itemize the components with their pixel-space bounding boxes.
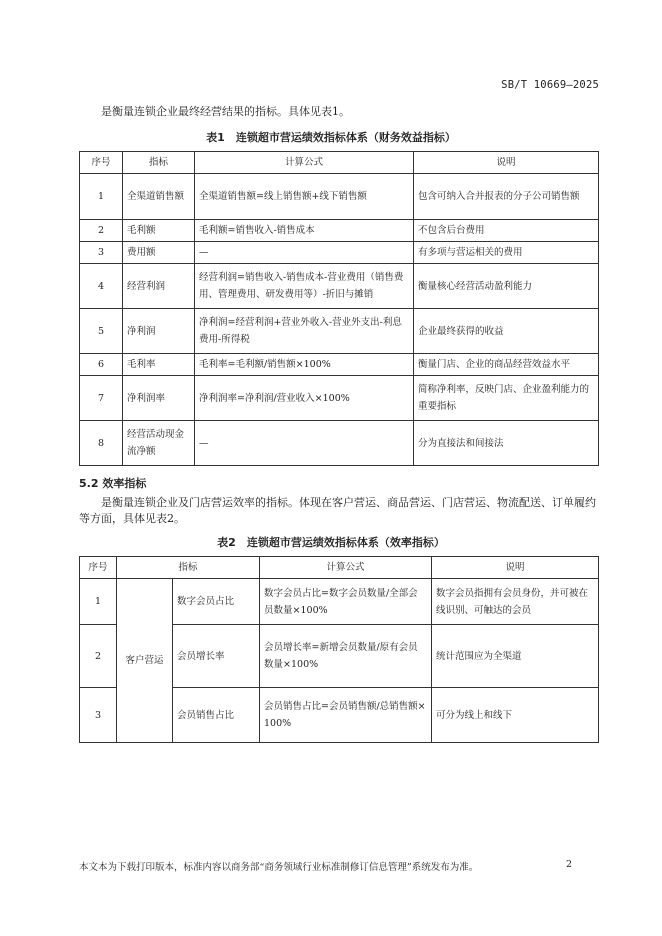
formula: 数字会员占比=数字会员数量/全部会员数量×100%	[260, 579, 432, 625]
row-number: 3	[80, 242, 123, 264]
row-number: 5	[80, 309, 123, 354]
table2-header-cell: 指标	[117, 557, 260, 579]
section-title: 5.2 效率指标	[79, 477, 147, 490]
description: 统计范围应为全渠道	[432, 625, 599, 688]
table1-row	[80, 174, 599, 220]
description: 有多项与营运相关的费用	[414, 242, 599, 264]
standard-code: SB/T 10669—2025	[501, 79, 599, 91]
description: 包含可纳入合并报表的分子公司销售额	[414, 174, 599, 220]
indicator-name: 经营利润	[123, 264, 195, 309]
description: 数字会员指拥有会员身份，并可被在线识别、可触达的会员	[432, 579, 599, 625]
description: 不包含后台费用	[414, 220, 599, 242]
table1-header-cell: 说明	[414, 152, 599, 174]
row-number: 4	[80, 264, 123, 309]
description: 简称净利率，反映门店、企业盈利能力的重要指标	[414, 376, 599, 421]
indicator-name: 全渠道销售额	[123, 174, 195, 220]
table2-header-cell: 序号	[80, 557, 117, 579]
formula: —	[195, 421, 414, 466]
formula: 会员增长率=新增会员数量/原有会员数量×100%	[260, 625, 432, 688]
table1-row	[80, 242, 599, 264]
description: 企业最终获得的收益	[414, 309, 599, 354]
table1-row	[80, 220, 599, 242]
table1-row	[80, 309, 599, 354]
formula: —	[195, 242, 414, 264]
formula: 全渠道销售额=线上销售额+线下销售额	[195, 174, 414, 220]
description: 可分为线上和线下	[432, 688, 599, 743]
table2-caption: 表2 连锁超市营运绩效指标体系（效率指标）	[217, 536, 445, 549]
indicator-name: 净利润率	[123, 376, 195, 421]
description: 分为直接法和间接法	[414, 421, 599, 466]
formula: 经营利润=销售收入-销售成本-营业费用（销售费用、管理费用、研发费用等）-折旧与摊销	[195, 264, 414, 309]
table1-row	[80, 264, 599, 309]
indicator-name: 会员销售占比	[173, 688, 260, 743]
table1-row	[80, 421, 599, 466]
row-number: 3	[80, 688, 117, 743]
table1-header-cell: 序号	[80, 152, 123, 174]
row-number: 7	[80, 376, 123, 421]
table1	[79, 151, 599, 466]
table1-header-cell: 指标	[123, 152, 195, 174]
formula: 毛利率=毛利额/销售额×100%	[195, 354, 414, 376]
table2-header-cell: 说明	[432, 557, 599, 579]
table1-caption: 表1 连锁超市营运绩效指标体系（财务效益指标）	[206, 131, 456, 144]
indicator-name: 会员增长率	[173, 625, 260, 688]
page-number: 2	[565, 859, 572, 870]
row-number: 2	[80, 625, 117, 688]
table2-header-cell: 计算公式	[260, 557, 432, 579]
formula: 毛利额=销售收入-销售成本	[195, 220, 414, 242]
row-number: 1	[80, 174, 123, 220]
table2-row	[80, 579, 599, 625]
formula: 净利润=经营利润+营业外收入-营业外支出-利息费用-所得税	[195, 309, 414, 354]
indicator-name: 费用额	[123, 242, 195, 264]
formula: 净利润率=净利润/营业收入×100%	[195, 376, 414, 421]
footer-note: 本文本为下载打印版本，标准内容以商务部“商务领域行业标准制修订信息管理”系统发布为准。	[79, 862, 479, 873]
description: 衡量门店、企业的商品经营效益水平	[414, 354, 599, 376]
indicator-group: 客户营运	[117, 579, 173, 743]
table2-header-row	[80, 557, 599, 579]
row-number: 1	[80, 579, 117, 625]
table1-row	[80, 376, 599, 421]
indicator-name: 毛利额	[123, 220, 195, 242]
row-number: 8	[80, 421, 123, 466]
row-number: 6	[80, 354, 123, 376]
intro-paragraph: 是衡量连锁企业最终经营结果的指标。具体见表1。	[101, 105, 350, 118]
table1-row	[80, 354, 599, 376]
row-number: 2	[80, 220, 123, 242]
formula: 会员销售占比=会员销售额/总销售额×100%	[260, 688, 432, 743]
indicator-name: 毛利率	[123, 354, 195, 376]
table1-header-cell: 计算公式	[195, 152, 414, 174]
indicator-name: 净利润	[123, 309, 195, 354]
section-paragraph: 是衡量连锁企业及门店营运效率的指标。体现在客户营运、商品营运、门店营运、物流配送、订单履约等方面，具体见表2。	[79, 496, 596, 525]
indicator-name: 数字会员占比	[173, 579, 260, 625]
description: 衡量核心经营活动盈利能力	[414, 264, 599, 309]
table2	[79, 556, 599, 743]
indicator-name: 经营活动现金流净额	[123, 421, 195, 466]
table1-header-row	[80, 152, 599, 174]
